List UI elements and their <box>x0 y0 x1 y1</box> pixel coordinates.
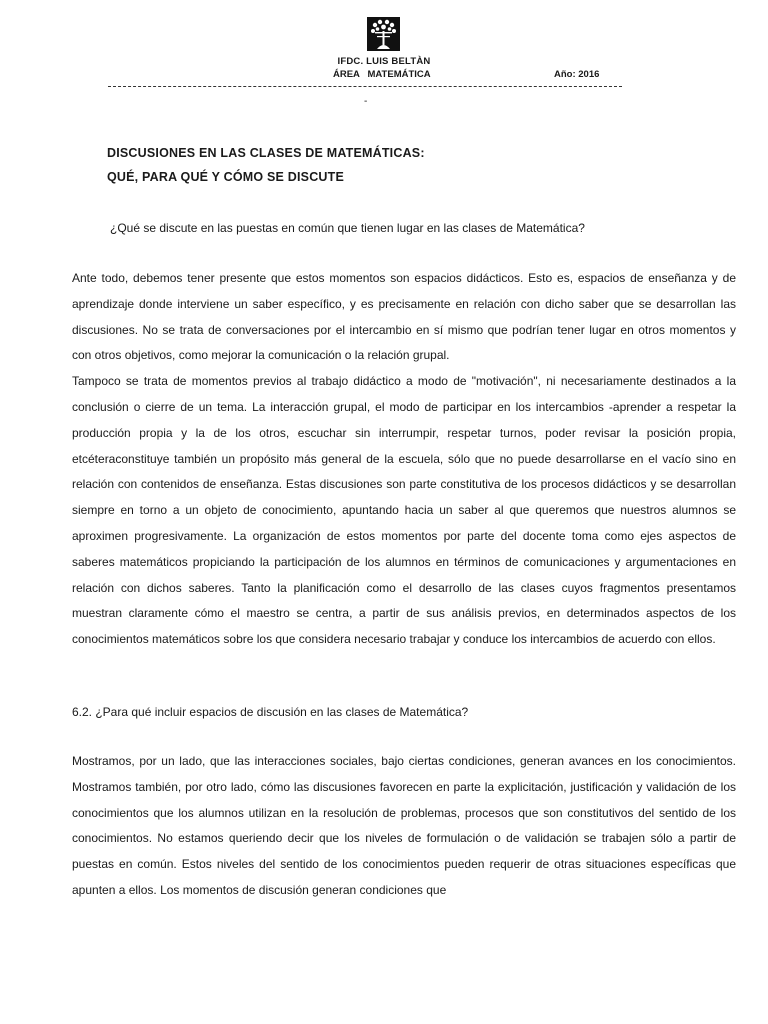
institution-name: IFDC. LUIS BELTÀN <box>337 56 431 67</box>
header-divider <box>108 86 622 87</box>
year-label: Año: 2016 <box>554 69 600 80</box>
document-title-line1: DISCUSIONES EN LAS CLASES DE MATEMÁTICAS: <box>107 146 425 160</box>
tree-logo-icon <box>367 17 400 51</box>
area-label: ÁREA MATEMÁTICA <box>333 69 431 80</box>
document-title-line2: QUÉ, PARA QUÉ Y CÓMO SE DISCUTE <box>107 170 345 184</box>
section-question-1: ¿Qué se discute en las puestas en común que tienen lugar en las clases de Matemática? <box>110 221 585 235</box>
body-block-1 <box>72 266 736 653</box>
section-question-2: 6.2. ¿Para qué incluir espacios de discusión en las clases de Matemática? <box>72 705 469 719</box>
paragraph-3: Mostramos, por un lado, que las interacciones sociales, bajo ciertas condiciones, generan avances en los conocimientos. Mostramos también, por otro lado, cómo las discusiones favorecen en parte la explicitación, justificación y validación de los conocimientos que los alumnos utilizan en la resolución de problemas, procesos que son constitutivos del sentido de los conocimientos. No estamos queriendo decir que los niveles de formulación o de validación se trabajen sólo a partir de puestas en común. Estos niveles del sentido de los conocimientos pueden requerir de otras situaciones específicas que apunten a ellos. Los momentos de discusión generan condiciones que <box>72 754 736 897</box>
paragraph-1: Ante todo, debemos tener presente que estos momentos son espacios didácticos. Esto es, espacios de enseñanza y de aprendizaje donde interviene un saber específico, y es precisamente en relación con dicho saber que se desarrollan las discusiones. No se trata de conversaciones por el intercambio en sí mismo que podrían tener lugar en otros momentos y con otros objetivos, como mejorar la comunicación o la relación grupal. <box>72 271 736 363</box>
paragraph-2: Tampoco se trata de momentos previos al trabajo didáctico a modo de "motivación", ni necesariamente destinados a la conclusión o cierre de un tema. La interacción grupal, el modo de participar en los intercambios -aprender a respetar la producción propia y la de los otros, escuchar sin interrumpir, respetar turnos, poder revisar la posición propia, etcéteraconstituye también un propósito más general de la escuela, sólo que no puede desarrollarse en el vacío sino en relación con contenidos de enseñanza. Estas discusiones son parte constitutiva de los procesos didácticos y se desarrollan siempre en torno a un objeto de conocimiento, apuntando hacia un saber al que queremos que nuestros alumnos se aproximen progresivamente. La organización de estos momentos por parte del docente toma como ejes aspectos de saberes matemáticos propiciando la participación de los alumnos en términos de comunicaciones y argumentaciones en relación con dichos saberes. Tanto la planificación como el desarrollo de las clases cuyos fragmentos presentamos muestran claramente cómo el maestro se centra, a partir de sus análisis previos, en determinados aspectos de los conocimientos matemáticos sobre los que considera necesario trabajar y conduce los intercambios de acuerdo con ellos. <box>72 374 736 647</box>
separator-mark: - <box>364 96 368 107</box>
